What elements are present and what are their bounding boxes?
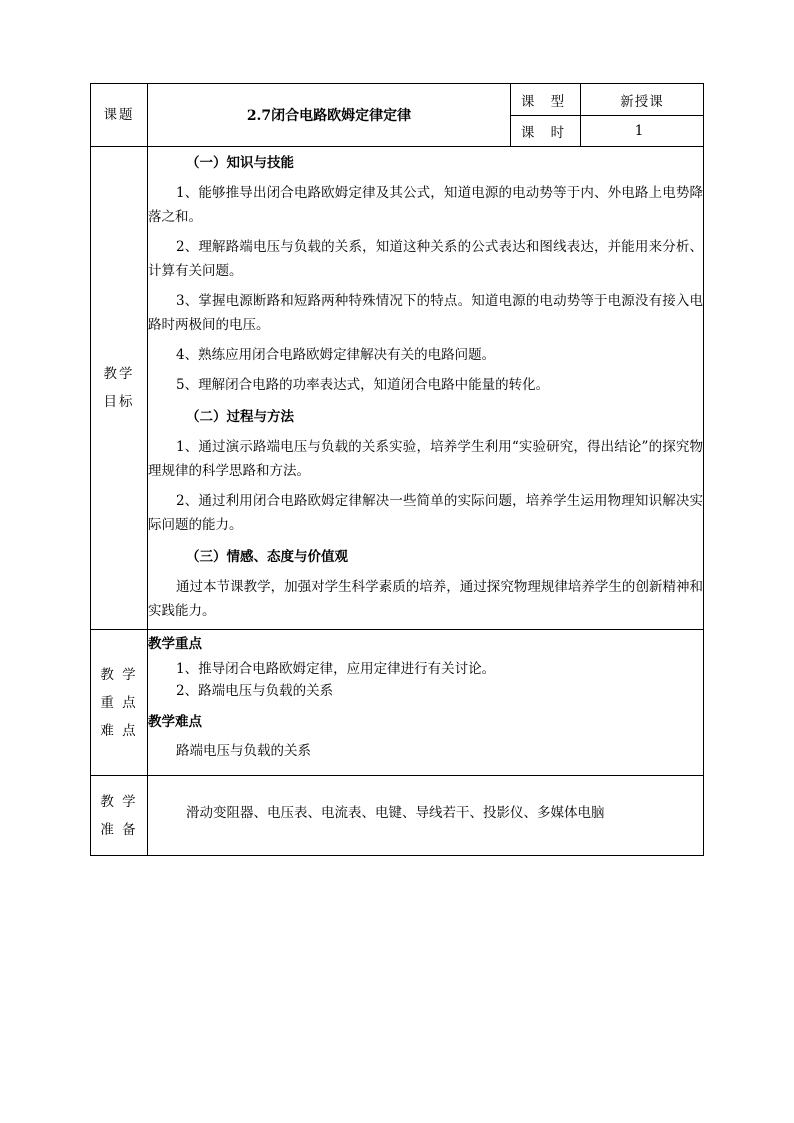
preparation-content: 滑动变阻器、电压表、电流表、电键、导线若干、投影仪、多媒体电脑: [186, 804, 605, 821]
hours-label: 课 时: [520, 125, 571, 141]
section-process-title: （二）过程与方法: [186, 409, 294, 425]
keypoints-label-2: 重 点: [100, 694, 138, 711]
key-points-title: 教学重点: [148, 636, 202, 652]
objectives-label-2: 目标: [103, 394, 135, 410]
section-attitude-title: （三）情感、态度与价值观: [186, 549, 348, 565]
hours-value: 1: [634, 123, 650, 139]
type-label: 课 型: [520, 93, 571, 110]
objective-item: 4、熟练应用闭合电路欧姆定律解决有关的电路问题。: [176, 347, 496, 363]
objective-item: 3、掌握电源断路和短路两种特殊情况下的特点。知道电源的电动势等于电源没有接入电路时两极间的电压。: [148, 293, 703, 333]
difficulty-item: 路端电压与负载的关系: [176, 743, 311, 759]
keypoints-content: [148, 630, 704, 776]
difficulty-title: 教学难点: [148, 714, 202, 730]
objective-item: 2、理解路端电压与负载的关系，知道这种关系的公式表达和图线表达，并能用来分析、计算有关问题。: [148, 239, 703, 279]
type-label-cell: [511, 84, 581, 116]
objective-item: 1、能够推导出闭合电路欧姆定律及其公式，知道电源的电动势等于内、外电路上电势降落之和。: [148, 185, 703, 225]
preparation-label-1: 教 学: [100, 793, 138, 810]
objective-item: 通过本节课教学，加强对学生科学素质的培养，通过探究物理规律培养学生的创新精神和实践能力。: [148, 579, 703, 619]
objective-item: 1、通过演示路端电压与负载的关系实验，培养学生利用“实验研究，得出结论”的探究物理规律的科学思路和方法。: [148, 439, 703, 479]
key-point-item: 1、推导闭合电路欧姆定律，应用定律进行有关讨论。: [176, 661, 496, 677]
preparation-label-2: 准 备: [100, 821, 138, 838]
topic-label-cell: [91, 84, 148, 147]
topic-label: 课题: [103, 107, 135, 123]
keypoints-label-cell: [91, 630, 148, 776]
type-value-cell: [581, 84, 704, 116]
preparation-content-cell: [148, 776, 704, 856]
lesson-plan-table: [90, 83, 704, 856]
objectives-label-1: 教学: [103, 366, 135, 382]
preparation-label-cell: [91, 776, 148, 856]
hours-value-cell: [581, 116, 704, 147]
key-point-item: 2、路端电压与负载的关系: [176, 683, 334, 699]
hours-label-cell: [511, 116, 581, 147]
keypoints-label-1: 教 学: [100, 666, 138, 683]
objective-item: 2、通过利用闭合电路欧姆定律解决一些简单的实际问题，培养学生运用物理知识解决实际问题的能力。: [148, 493, 703, 533]
keypoints-label-3: 难 点: [100, 722, 138, 739]
topic-title-cell: [148, 84, 511, 147]
objective-item: 5、理解闭合电路的功率表达式，知道闭合电路中能量的转化。: [176, 377, 550, 393]
objectives-label-cell: [91, 147, 148, 630]
section-knowledge-title: （一）知识与技能: [186, 155, 294, 171]
type-value: 新授课: [620, 93, 664, 110]
topic-title: 2.7闭合电路欧姆定律定律: [246, 108, 412, 124]
objectives-content: [148, 147, 704, 630]
